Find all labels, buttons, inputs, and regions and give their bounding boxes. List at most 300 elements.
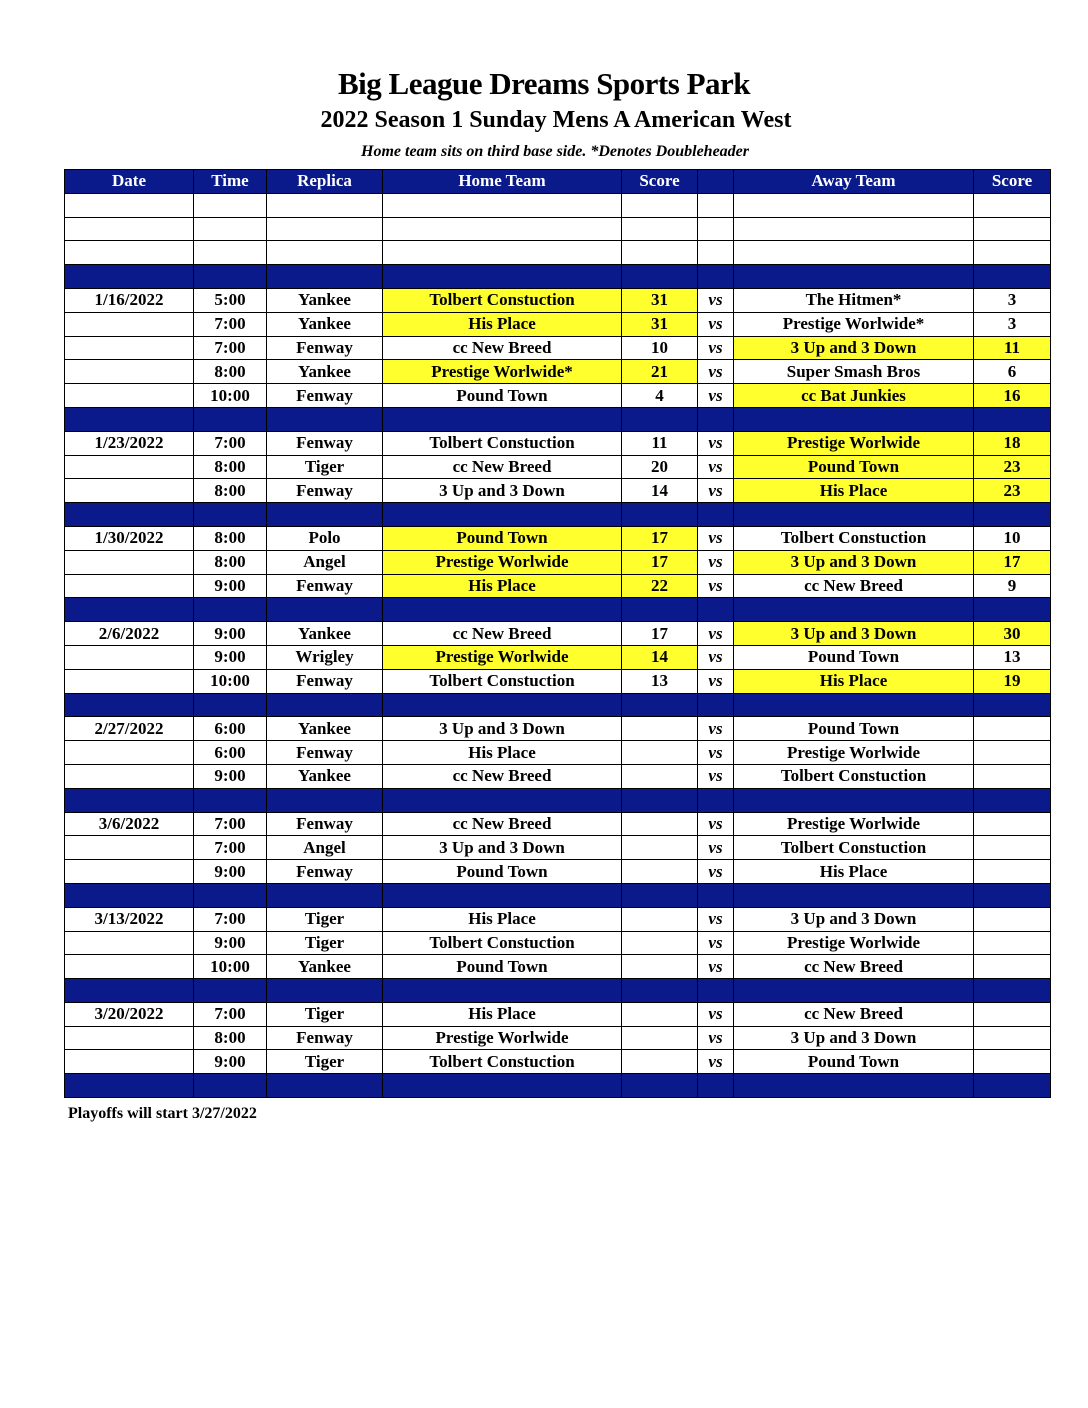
home-team-cell — [383, 1074, 622, 1098]
replica-cell: Yankee — [267, 764, 383, 788]
home-score-cell: 13 — [622, 669, 698, 693]
replica-cell — [267, 693, 383, 717]
versus-cell — [698, 883, 734, 907]
game-row — [65, 455, 1051, 479]
away-team-cell — [734, 693, 974, 717]
time-cell — [194, 407, 267, 431]
schedule-body — [65, 193, 1051, 1097]
home-team-cell — [383, 503, 622, 527]
away-score-cell: 16 — [974, 384, 1051, 408]
game-row — [65, 288, 1051, 312]
replica-cell — [267, 407, 383, 431]
away-score-cell: 6 — [974, 360, 1051, 384]
column-header-time: Time — [194, 170, 267, 194]
home-team-cell — [383, 598, 622, 622]
away-score-cell: 19 — [974, 669, 1051, 693]
time-cell: 8:00 — [194, 550, 267, 574]
time-cell: 7:00 — [194, 907, 267, 931]
column-header-away-team: Away Team — [734, 170, 974, 194]
away-score-cell — [974, 717, 1051, 741]
versus-cell: vs — [698, 312, 734, 336]
away-score-cell — [974, 883, 1051, 907]
home-score-cell: 4 — [622, 384, 698, 408]
home-team-cell: Pound Town — [383, 955, 622, 979]
versus-cell: vs — [698, 955, 734, 979]
versus-cell — [698, 598, 734, 622]
away-score-cell — [974, 1050, 1051, 1074]
home-score-cell — [622, 764, 698, 788]
home-team-cell: 3 Up and 3 Down — [383, 717, 622, 741]
replica-cell — [267, 979, 383, 1003]
away-team-cell: 3 Up and 3 Down — [734, 1026, 974, 1050]
home-score-cell — [622, 265, 698, 289]
replica-cell: Fenway — [267, 384, 383, 408]
home-score-cell — [622, 241, 698, 265]
away-score-cell — [974, 407, 1051, 431]
away-score-cell: 23 — [974, 479, 1051, 503]
replica-cell: Angel — [267, 550, 383, 574]
date-cell — [65, 217, 194, 241]
home-score-cell: 11 — [622, 431, 698, 455]
away-team-cell: Tolbert Constuction — [734, 764, 974, 788]
away-team-cell: His Place — [734, 479, 974, 503]
replica-cell — [267, 883, 383, 907]
game-row — [65, 312, 1051, 336]
away-score-cell — [974, 764, 1051, 788]
away-score-cell — [974, 1002, 1051, 1026]
game-row — [65, 479, 1051, 503]
week-separator-row — [65, 407, 1051, 431]
time-cell: 7:00 — [194, 812, 267, 836]
time-cell: 6:00 — [194, 741, 267, 765]
versus-cell: vs — [698, 336, 734, 360]
versus-cell — [698, 217, 734, 241]
home-team-cell: His Place — [383, 574, 622, 598]
away-score-cell — [974, 598, 1051, 622]
date-cell: 3/6/2022 — [65, 812, 194, 836]
away-team-cell: cc Bat Junkies — [734, 384, 974, 408]
away-score-cell: 3 — [974, 288, 1051, 312]
replica-cell: Fenway — [267, 1026, 383, 1050]
home-score-cell — [622, 193, 698, 217]
time-cell — [194, 503, 267, 527]
away-score-cell — [974, 265, 1051, 289]
replica-cell: Tiger — [267, 455, 383, 479]
versus-cell: vs — [698, 622, 734, 646]
versus-cell: vs — [698, 455, 734, 479]
date-cell — [65, 645, 194, 669]
versus-cell — [698, 979, 734, 1003]
time-cell: 10:00 — [194, 669, 267, 693]
away-score-cell: 11 — [974, 336, 1051, 360]
game-row — [65, 550, 1051, 574]
time-cell: 8:00 — [194, 1026, 267, 1050]
date-cell — [65, 574, 194, 598]
away-score-cell: 3 — [974, 312, 1051, 336]
versus-cell: vs — [698, 574, 734, 598]
away-team-cell: Prestige Worlwide — [734, 431, 974, 455]
game-row — [65, 431, 1051, 455]
home-score-cell: 14 — [622, 645, 698, 669]
time-cell — [194, 693, 267, 717]
away-score-cell: 23 — [974, 455, 1051, 479]
time-cell: 10:00 — [194, 955, 267, 979]
time-cell: 7:00 — [194, 1002, 267, 1026]
time-cell: 9:00 — [194, 764, 267, 788]
away-team-cell — [734, 241, 974, 265]
home-score-cell — [622, 812, 698, 836]
home-score-cell — [622, 979, 698, 1003]
replica-cell: Tiger — [267, 1002, 383, 1026]
home-team-cell: cc New Breed — [383, 764, 622, 788]
time-cell: 8:00 — [194, 526, 267, 550]
game-row — [65, 669, 1051, 693]
date-cell — [65, 693, 194, 717]
week-separator-row — [65, 788, 1051, 812]
versus-cell: vs — [698, 669, 734, 693]
versus-cell: vs — [698, 764, 734, 788]
game-row — [65, 955, 1051, 979]
time-cell: 5:00 — [194, 288, 267, 312]
away-score-cell — [974, 217, 1051, 241]
replica-cell: Yankee — [267, 312, 383, 336]
column-header-versus — [698, 170, 734, 194]
home-score-cell: 17 — [622, 550, 698, 574]
away-score-cell — [974, 836, 1051, 860]
time-cell — [194, 883, 267, 907]
date-cell: 2/27/2022 — [65, 717, 194, 741]
away-team-cell — [734, 217, 974, 241]
home-score-cell — [622, 836, 698, 860]
date-cell — [65, 407, 194, 431]
away-score-cell — [974, 503, 1051, 527]
home-team-cell: His Place — [383, 741, 622, 765]
column-header-home-team: Home Team — [383, 170, 622, 194]
game-row — [65, 717, 1051, 741]
away-team-cell — [734, 407, 974, 431]
away-score-cell — [974, 241, 1051, 265]
home-score-cell: 21 — [622, 360, 698, 384]
game-row — [65, 1002, 1051, 1026]
away-score-cell — [974, 1074, 1051, 1098]
away-score-cell — [974, 788, 1051, 812]
away-score-cell — [974, 907, 1051, 931]
date-cell — [65, 550, 194, 574]
date-cell — [65, 455, 194, 479]
versus-cell — [698, 693, 734, 717]
home-score-cell — [622, 883, 698, 907]
versus-cell: vs — [698, 360, 734, 384]
versus-cell — [698, 265, 734, 289]
versus-cell: vs — [698, 812, 734, 836]
home-score-cell — [622, 860, 698, 884]
home-team-cell: Tolbert Constuction — [383, 669, 622, 693]
home-team-cell: Tolbert Constuction — [383, 288, 622, 312]
away-team-cell: 3 Up and 3 Down — [734, 336, 974, 360]
time-cell — [194, 241, 267, 265]
versus-cell: vs — [698, 431, 734, 455]
away-team-cell — [734, 265, 974, 289]
home-score-cell — [622, 217, 698, 241]
away-team-cell: Prestige Worlwide — [734, 741, 974, 765]
replica-cell: Yankee — [267, 622, 383, 646]
week-separator-row — [65, 883, 1051, 907]
table-header-row — [65, 170, 1051, 194]
time-cell: 9:00 — [194, 622, 267, 646]
home-team-cell — [383, 407, 622, 431]
away-score-cell — [974, 693, 1051, 717]
replica-cell: Fenway — [267, 860, 383, 884]
date-cell: 1/23/2022 — [65, 431, 194, 455]
home-team-cell: cc New Breed — [383, 812, 622, 836]
away-team-cell — [734, 598, 974, 622]
home-score-cell: 31 — [622, 312, 698, 336]
away-score-cell: 9 — [974, 574, 1051, 598]
away-team-cell: Tolbert Constuction — [734, 836, 974, 860]
date-cell — [65, 788, 194, 812]
blank-row — [65, 241, 1051, 265]
time-cell — [194, 979, 267, 1003]
date-cell: 1/30/2022 — [65, 526, 194, 550]
date-cell — [65, 1050, 194, 1074]
away-score-cell — [974, 1026, 1051, 1050]
game-row — [65, 931, 1051, 955]
week-separator-row — [65, 979, 1051, 1003]
replica-cell — [267, 1074, 383, 1098]
replica-cell — [267, 241, 383, 265]
replica-cell: Wrigley — [267, 645, 383, 669]
home-team-cell: Prestige Worlwide — [383, 550, 622, 574]
away-score-cell: 13 — [974, 645, 1051, 669]
game-row — [65, 526, 1051, 550]
versus-cell: vs — [698, 931, 734, 955]
date-cell — [65, 312, 194, 336]
home-score-cell — [622, 503, 698, 527]
blank-row — [65, 193, 1051, 217]
replica-cell: Angel — [267, 836, 383, 860]
time-cell — [194, 1074, 267, 1098]
week-separator-row — [65, 503, 1051, 527]
away-score-cell: 10 — [974, 526, 1051, 550]
home-team-cell — [383, 979, 622, 1003]
home-score-cell: 14 — [622, 479, 698, 503]
home-team-cell: Prestige Worlwide* — [383, 360, 622, 384]
time-cell: 9:00 — [194, 645, 267, 669]
home-score-cell — [622, 788, 698, 812]
time-cell: 7:00 — [194, 431, 267, 455]
home-team-cell — [383, 193, 622, 217]
date-cell — [65, 598, 194, 622]
away-score-cell: 30 — [974, 622, 1051, 646]
date-cell: 2/6/2022 — [65, 622, 194, 646]
time-cell: 8:00 — [194, 455, 267, 479]
date-cell — [65, 931, 194, 955]
home-score-cell: 31 — [622, 288, 698, 312]
game-row — [65, 574, 1051, 598]
week-separator-row — [65, 1074, 1051, 1098]
away-team-cell — [734, 883, 974, 907]
versus-cell: vs — [698, 526, 734, 550]
game-row — [65, 907, 1051, 931]
away-score-cell — [974, 193, 1051, 217]
schedule-table — [64, 169, 1051, 1098]
versus-cell: vs — [698, 741, 734, 765]
home-team-cell — [383, 693, 622, 717]
game-row — [65, 1026, 1051, 1050]
home-score-cell — [622, 1002, 698, 1026]
away-team-cell: Pound Town — [734, 455, 974, 479]
home-team-cell: cc New Breed — [383, 336, 622, 360]
away-team-cell — [734, 788, 974, 812]
home-score-cell — [622, 407, 698, 431]
replica-cell: Yankee — [267, 360, 383, 384]
home-score-cell: 22 — [622, 574, 698, 598]
page-title: Big League Dreams Sports Park — [337, 66, 751, 101]
home-score-cell — [622, 693, 698, 717]
time-cell: 9:00 — [194, 860, 267, 884]
date-cell — [65, 860, 194, 884]
date-cell — [65, 360, 194, 384]
home-team-cell — [383, 265, 622, 289]
replica-cell: Fenway — [267, 669, 383, 693]
time-cell — [194, 217, 267, 241]
replica-cell: Polo — [267, 526, 383, 550]
home-team-cell: Prestige Worlwide — [383, 1026, 622, 1050]
replica-cell: Yankee — [267, 288, 383, 312]
time-cell: 9:00 — [194, 931, 267, 955]
away-team-cell: Super Smash Bros — [734, 360, 974, 384]
home-team-cell: Tolbert Constuction — [383, 931, 622, 955]
page-subtitle: 2022 Season 1 Sunday Mens A American West — [320, 107, 792, 133]
versus-cell: vs — [698, 288, 734, 312]
home-team-cell: Pound Town — [383, 384, 622, 408]
home-team-cell: Prestige Worlwide — [383, 645, 622, 669]
date-cell — [65, 241, 194, 265]
replica-cell: Tiger — [267, 1050, 383, 1074]
home-score-cell: 17 — [622, 526, 698, 550]
date-cell — [65, 336, 194, 360]
away-team-cell — [734, 979, 974, 1003]
versus-cell: vs — [698, 645, 734, 669]
column-header-away-score: Score — [974, 170, 1051, 194]
replica-cell — [267, 788, 383, 812]
date-cell — [65, 479, 194, 503]
game-row — [65, 860, 1051, 884]
date-cell — [65, 384, 194, 408]
home-team-cell: cc New Breed — [383, 622, 622, 646]
home-score-cell: 20 — [622, 455, 698, 479]
time-cell — [194, 788, 267, 812]
week-separator-row — [65, 598, 1051, 622]
versus-cell — [698, 1074, 734, 1098]
game-row — [65, 384, 1051, 408]
time-cell: 7:00 — [194, 312, 267, 336]
versus-cell — [698, 407, 734, 431]
home-score-cell — [622, 907, 698, 931]
away-team-cell — [734, 1074, 974, 1098]
home-team-cell — [383, 883, 622, 907]
home-team-cell: 3 Up and 3 Down — [383, 479, 622, 503]
time-cell: 7:00 — [194, 836, 267, 860]
away-team-cell: cc New Breed — [734, 955, 974, 979]
away-team-cell: Prestige Worlwide — [734, 931, 974, 955]
away-team-cell: cc New Breed — [734, 574, 974, 598]
home-score-cell: 10 — [622, 336, 698, 360]
time-cell — [194, 265, 267, 289]
game-row — [65, 836, 1051, 860]
home-score-cell — [622, 1050, 698, 1074]
home-team-cell — [383, 241, 622, 265]
date-cell — [65, 764, 194, 788]
playoffs-note: Playoffs will start 3/27/2022 — [68, 1105, 257, 1122]
home-team-cell: His Place — [383, 907, 622, 931]
away-score-cell: 18 — [974, 431, 1051, 455]
versus-cell: vs — [698, 550, 734, 574]
versus-cell: vs — [698, 1050, 734, 1074]
versus-cell: vs — [698, 860, 734, 884]
date-cell: 3/13/2022 — [65, 907, 194, 931]
date-cell — [65, 193, 194, 217]
time-cell: 8:00 — [194, 360, 267, 384]
replica-cell — [267, 217, 383, 241]
home-score-cell: 17 — [622, 622, 698, 646]
home-score-cell — [622, 1074, 698, 1098]
date-cell — [65, 955, 194, 979]
home-score-cell — [622, 717, 698, 741]
replica-cell: Fenway — [267, 336, 383, 360]
replica-cell: Tiger — [267, 907, 383, 931]
time-cell — [194, 598, 267, 622]
time-cell: 9:00 — [194, 1050, 267, 1074]
game-row — [65, 645, 1051, 669]
home-team-cell: His Place — [383, 312, 622, 336]
versus-cell: vs — [698, 836, 734, 860]
replica-cell: Fenway — [267, 479, 383, 503]
date-cell — [65, 741, 194, 765]
replica-cell — [267, 265, 383, 289]
away-score-cell — [974, 741, 1051, 765]
column-header-home-score: Score — [622, 170, 698, 194]
away-score-cell — [974, 812, 1051, 836]
game-row — [65, 764, 1051, 788]
home-team-cell — [383, 788, 622, 812]
away-score-cell — [974, 955, 1051, 979]
versus-cell: vs — [698, 1002, 734, 1026]
date-cell: 1/16/2022 — [65, 288, 194, 312]
away-team-cell — [734, 503, 974, 527]
away-team-cell: 3 Up and 3 Down — [734, 907, 974, 931]
versus-cell: vs — [698, 1026, 734, 1050]
home-team-cell: cc New Breed — [383, 455, 622, 479]
away-team-cell: Pound Town — [734, 645, 974, 669]
away-team-cell: 3 Up and 3 Down — [734, 550, 974, 574]
away-team-cell: cc New Breed — [734, 1002, 974, 1026]
date-cell — [65, 883, 194, 907]
home-team-cell: 3 Up and 3 Down — [383, 836, 622, 860]
versus-cell — [698, 503, 734, 527]
time-cell: 7:00 — [194, 336, 267, 360]
away-team-cell: 3 Up and 3 Down — [734, 622, 974, 646]
column-header-date: Date — [65, 170, 194, 194]
home-team-cell: His Place — [383, 1002, 622, 1026]
home-team-cell: Tolbert Constuction — [383, 431, 622, 455]
week-separator-row — [65, 265, 1051, 289]
away-team-cell: His Place — [734, 860, 974, 884]
date-cell — [65, 265, 194, 289]
versus-cell — [698, 788, 734, 812]
home-score-cell — [622, 598, 698, 622]
versus-cell — [698, 241, 734, 265]
